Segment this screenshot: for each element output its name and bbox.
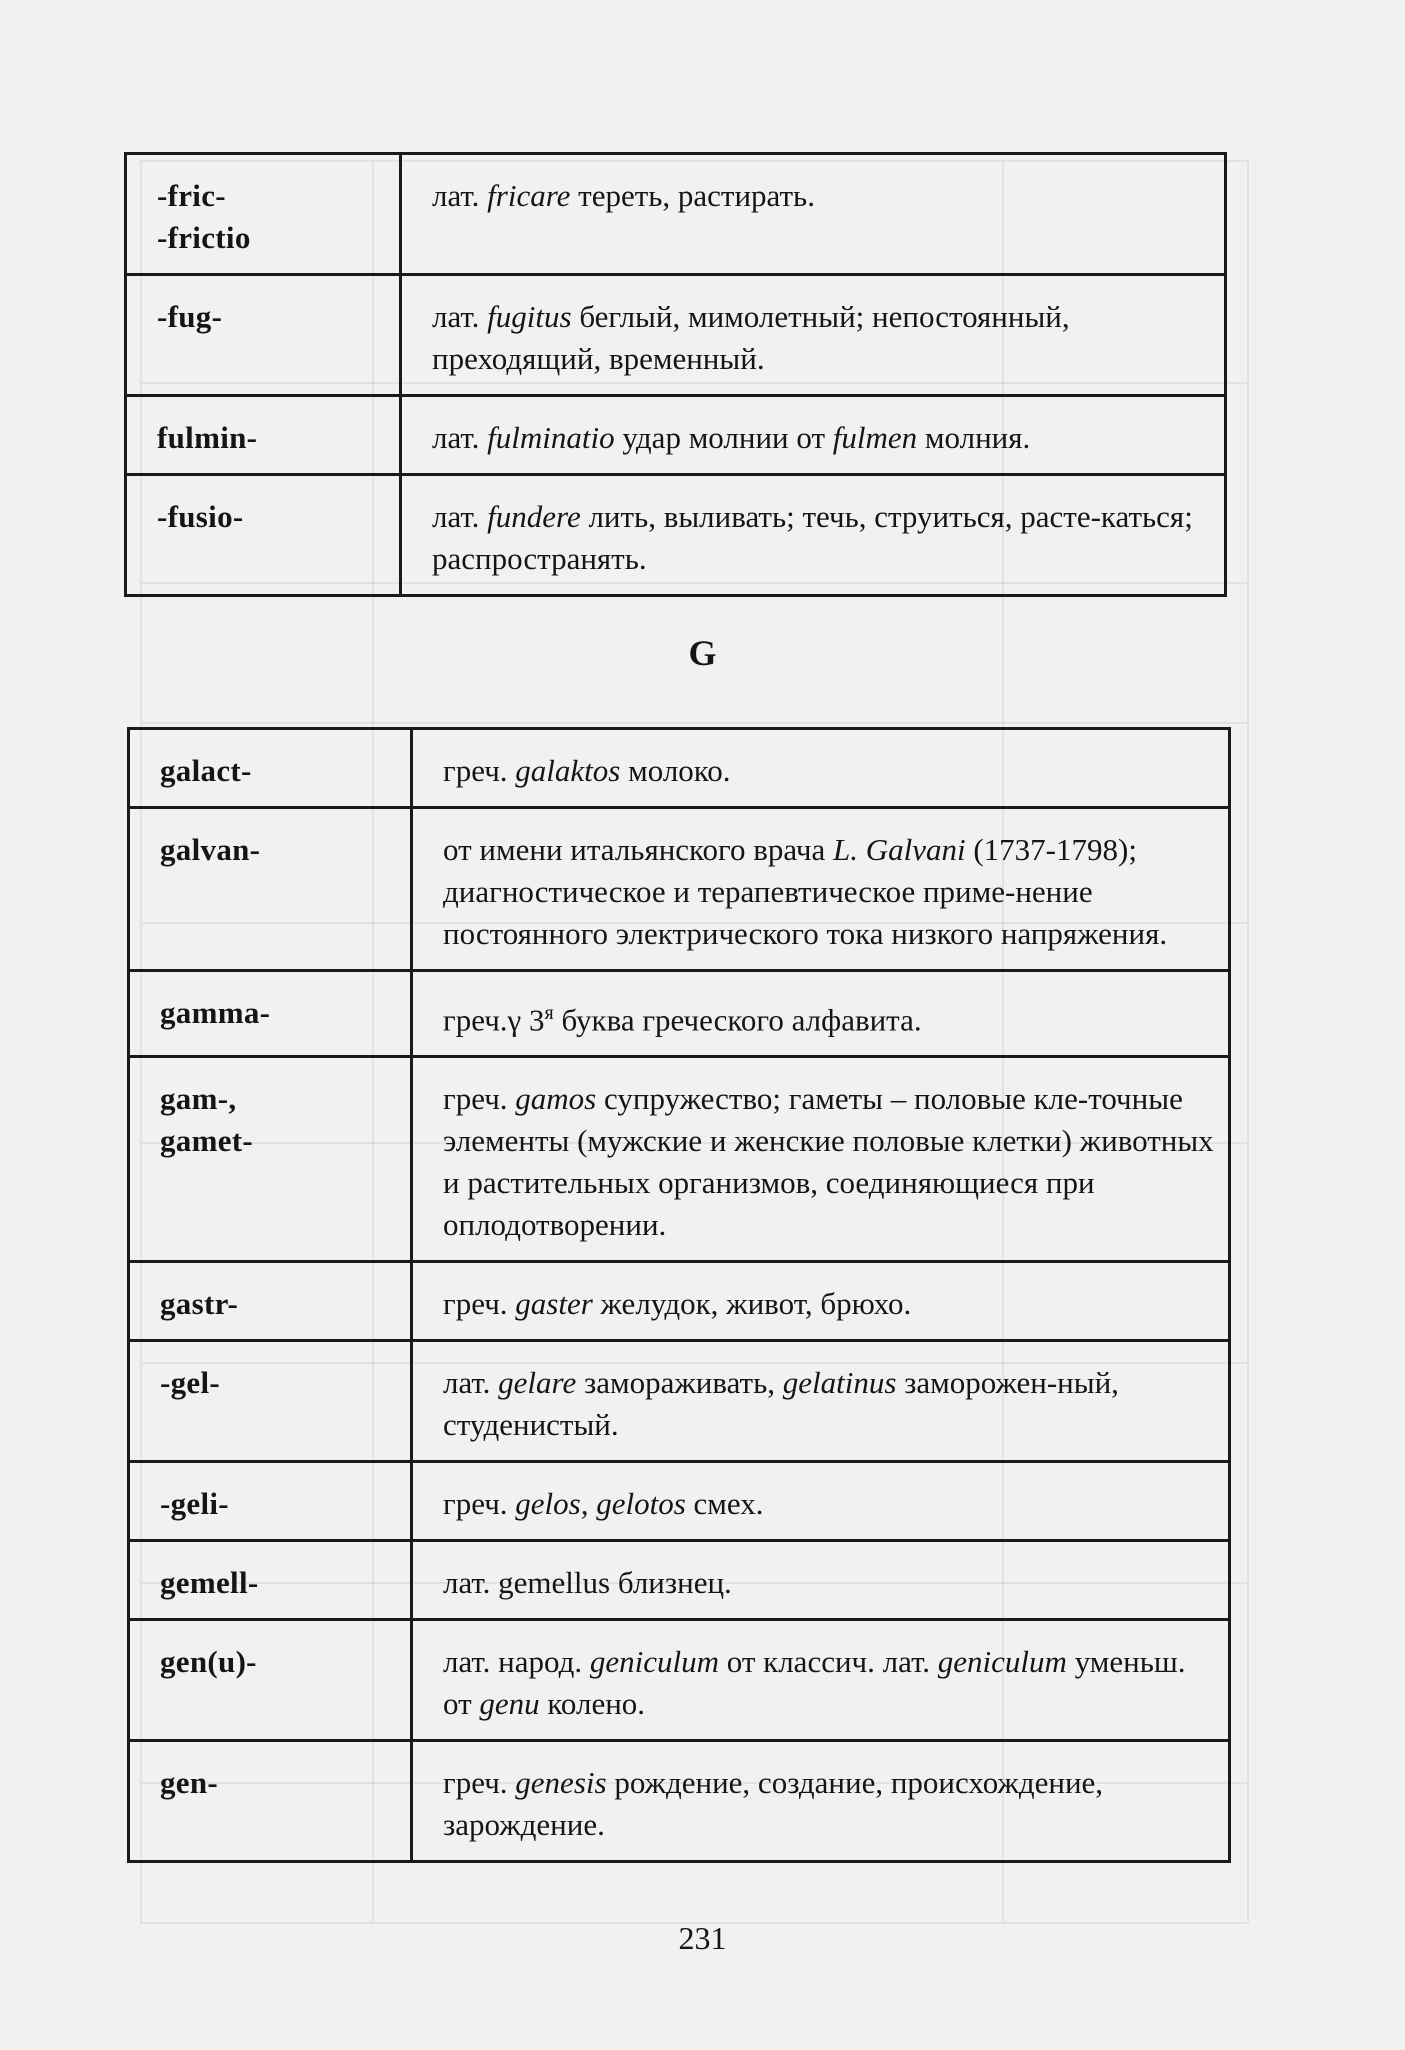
table-row xyxy=(129,729,1230,808)
definition-text: греч. xyxy=(443,1081,516,1117)
definition-italic: gelatinus xyxy=(782,1365,897,1401)
table-row xyxy=(129,1057,1230,1262)
entry-term xyxy=(126,396,401,475)
table-row xyxy=(129,971,1230,1057)
entry-definition xyxy=(401,475,1226,596)
term-line: -fug- xyxy=(157,299,223,334)
table-row xyxy=(129,1462,1230,1541)
definition-text: молоко. xyxy=(620,753,731,788)
entry-definition xyxy=(412,1741,1230,1862)
definition-italic: geniculum xyxy=(589,1644,720,1680)
term-line: -gel- xyxy=(160,1365,221,1401)
table-row xyxy=(126,154,1226,275)
entry-definition xyxy=(412,729,1230,808)
entry-definition xyxy=(401,396,1226,475)
definition-italic: gamos xyxy=(515,1081,597,1117)
definition-text: греч. xyxy=(443,1486,516,1522)
definition-italic: fugitus xyxy=(487,299,572,334)
table-row xyxy=(129,808,1230,971)
definition-text: колено. xyxy=(539,1686,646,1722)
definition-italic: geniculum xyxy=(937,1644,1067,1680)
definition-text: лат. xyxy=(432,299,488,334)
definition-text: смех. xyxy=(685,1486,764,1522)
entry-term xyxy=(129,1462,412,1541)
entry-definition xyxy=(401,154,1226,275)
entry-definition xyxy=(401,275,1226,396)
entry-definition xyxy=(412,1057,1230,1262)
table-row xyxy=(129,1262,1230,1341)
definition-italic: genesis xyxy=(515,1765,607,1801)
table-row xyxy=(126,475,1226,596)
definition-text: лить, выливать; течь, струиться, расте-каться; распространять. xyxy=(432,499,1193,576)
definition-superscript: я xyxy=(544,1002,554,1024)
entry-term xyxy=(129,971,412,1057)
entry-definition xyxy=(412,1541,1230,1620)
term-line: gastr- xyxy=(160,1286,239,1322)
entry-term xyxy=(129,1341,412,1462)
definition-text: лат. xyxy=(432,420,488,455)
page-number: 231 xyxy=(678,1920,727,1956)
entry-definition xyxy=(412,971,1230,1057)
definition-text: греч. xyxy=(443,1765,516,1801)
entry-term xyxy=(129,1741,412,1862)
table-f-body xyxy=(126,154,1226,596)
definition-text: желудок, живот, брюхо. xyxy=(592,1286,912,1322)
term-line: fulmin- xyxy=(157,420,258,455)
term-line: gen- xyxy=(160,1765,219,1801)
entry-term xyxy=(129,808,412,971)
definition-text: лат. gemellus близнец. xyxy=(443,1565,732,1601)
entry-definition xyxy=(412,808,1230,971)
table-row xyxy=(129,1341,1230,1462)
entry-definition xyxy=(412,1262,1230,1341)
entry-term xyxy=(129,729,412,808)
definition-italic: fulminatio xyxy=(487,420,615,455)
term-line: gemell- xyxy=(160,1565,259,1601)
definition-text: удар молнии от xyxy=(614,420,833,455)
definition-text: рождение, создание, происхождение, зарождение. xyxy=(443,1765,1104,1843)
term-line: gamet- xyxy=(160,1123,254,1159)
table-g-body xyxy=(129,729,1230,1862)
table-row xyxy=(129,1541,1230,1620)
term-line: gam-, xyxy=(160,1081,237,1117)
entry-term xyxy=(129,1057,412,1262)
definition-text: замораживать, xyxy=(576,1365,783,1401)
definition-italic: fulmen xyxy=(832,420,918,455)
definition-text: греч.γ 3 xyxy=(443,1002,545,1038)
definition-text: беглый, мимолетный; непостоянный, преходящий, временный. xyxy=(432,299,1070,376)
definition-italic: fricare xyxy=(487,178,571,213)
definition-text: от имени итальянского врача xyxy=(443,832,833,867)
definition-text: лат. xyxy=(432,178,488,213)
definition-text: лат. народ. xyxy=(443,1644,590,1680)
entry-term xyxy=(126,275,401,396)
entry-definition xyxy=(412,1462,1230,1541)
entry-definition xyxy=(412,1620,1230,1741)
definition-text: греч. xyxy=(443,1286,516,1322)
definition-italic: galaktos xyxy=(515,753,621,788)
definition-text: от классич. лат. xyxy=(719,1644,938,1680)
entry-term xyxy=(129,1620,412,1741)
term-line: -geli- xyxy=(160,1486,229,1522)
entry-term xyxy=(126,475,401,596)
term-line: galvan- xyxy=(160,832,261,867)
definition-text: лат. xyxy=(432,499,488,534)
definition-italic: L. Galvani xyxy=(832,832,966,867)
table-row xyxy=(129,1741,1230,1862)
definition-italic: fundere xyxy=(487,499,581,534)
definition-italic: genu xyxy=(479,1686,540,1722)
entry-term xyxy=(126,154,401,275)
section-letter: G xyxy=(688,633,717,673)
entry-term xyxy=(129,1262,412,1341)
definition-text: лат. xyxy=(443,1365,499,1401)
table-row xyxy=(129,1620,1230,1741)
dictionary-table-f xyxy=(124,152,1227,597)
term-line: gamma- xyxy=(160,995,271,1030)
definition-text: уменьш. от xyxy=(443,1644,1186,1722)
dictionary-table-g xyxy=(127,727,1231,1863)
ghost-row-line xyxy=(142,722,1247,724)
definition-italic: gelos, gelotos xyxy=(515,1486,686,1522)
term-line: -fusio- xyxy=(157,499,244,534)
entry-term xyxy=(129,1541,412,1620)
table-row xyxy=(126,396,1226,475)
definition-text: буква греческого алфавита. xyxy=(553,1002,922,1038)
definition-text: греч. xyxy=(443,753,516,788)
definition-italic: gelare xyxy=(498,1365,577,1401)
term-line: -fric- xyxy=(157,178,226,213)
entry-definition xyxy=(412,1341,1230,1462)
term-line: -frictio xyxy=(157,220,251,255)
table-row xyxy=(126,275,1226,396)
definition-text: супружество; гаметы – половые кле-точные элементы (мужские и женские половые клетки) животных и растительных организмов, соединяющиеся при оплодотворении. xyxy=(443,1081,1214,1243)
definition-text: (1737-1798); диагностическое и терапевтическое приме-нение постоянного электрического тока низкого напряжения. xyxy=(443,832,1168,951)
definition-text: молния. xyxy=(917,420,1031,455)
term-line: gen(u)- xyxy=(160,1644,257,1680)
definition-italic: gaster xyxy=(515,1286,593,1322)
definition-text: тереть, растирать. xyxy=(570,178,815,213)
term-line: galact- xyxy=(160,753,252,788)
definition-text: заморожен-ный, студенистый. xyxy=(443,1365,1119,1443)
